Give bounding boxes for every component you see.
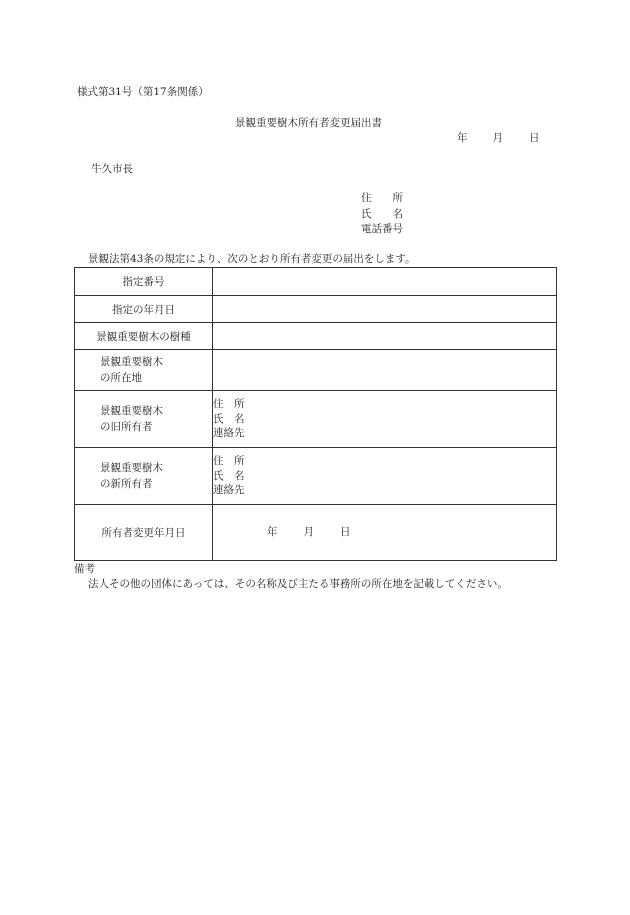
- tree-species-field[interactable]: [213, 323, 557, 350]
- applicant-address-label: 住 所: [361, 192, 403, 204]
- change-date-month: 月: [303, 526, 314, 539]
- change-notification-table: [74, 267, 557, 561]
- submission-date: [457, 130, 540, 145]
- old-owner-address-label: 住 所: [213, 398, 245, 411]
- applicant-name-label: 氏 名: [361, 207, 403, 220]
- change-date-field[interactable]: [213, 505, 557, 561]
- change-date-day: 日: [340, 526, 351, 539]
- table-row: [75, 350, 557, 391]
- table-row: [75, 448, 557, 505]
- table-row: [75, 505, 557, 561]
- document-title: 景観重要樹木所有者変更届出書: [235, 117, 382, 129]
- applicant-block: [361, 191, 403, 238]
- designation-date-label: 指定の年月日: [75, 296, 213, 323]
- change-date-label: 所有者変更年月日: [75, 505, 213, 561]
- new-owner-name-label: 氏 名: [213, 469, 245, 482]
- form-number: 様式第31号（第17条関係）: [77, 86, 209, 98]
- addressee: 牛久市長: [91, 163, 133, 175]
- statement: 景観法第43条の規定により、次のとおり所有者変更の届出をします。: [88, 253, 416, 265]
- designation-number-field[interactable]: [213, 268, 557, 296]
- applicant-phone-label: 電話番号: [361, 223, 403, 235]
- new-owner-contact-label: 連絡先: [213, 484, 245, 497]
- table-row: [75, 296, 557, 323]
- location-field[interactable]: [213, 350, 557, 391]
- table-row: [75, 268, 557, 296]
- table-row: [75, 391, 557, 448]
- change-date-year: 年: [267, 526, 278, 539]
- date-month: 月: [492, 132, 503, 144]
- old-owner-label: 景観重要樹木 の旧所有者: [75, 391, 213, 448]
- tree-species-label: 景観重要樹木の樹種: [75, 323, 213, 350]
- new-owner-field[interactable]: [213, 448, 557, 505]
- designation-number-label: 指定番号: [75, 268, 213, 296]
- remarks-text: 法人その他の団体にあっては、その名称及び主たる事務所の所在地を記載してください。: [88, 578, 508, 590]
- new-owner-label: 景観重要樹木 の新所有者: [75, 448, 213, 505]
- table-row: [75, 323, 557, 350]
- remarks-heading: 備考: [74, 563, 95, 575]
- new-owner-address-label: 住 所: [213, 455, 245, 468]
- old-owner-field[interactable]: [213, 391, 557, 448]
- location-label: 景観重要樹木 の所在地: [75, 350, 213, 391]
- old-owner-name-label: 氏 名: [213, 412, 245, 425]
- date-year: 年: [457, 132, 468, 144]
- designation-date-field[interactable]: [213, 296, 557, 323]
- old-owner-contact-label: 連絡先: [213, 427, 245, 440]
- date-day: 日: [529, 132, 540, 144]
